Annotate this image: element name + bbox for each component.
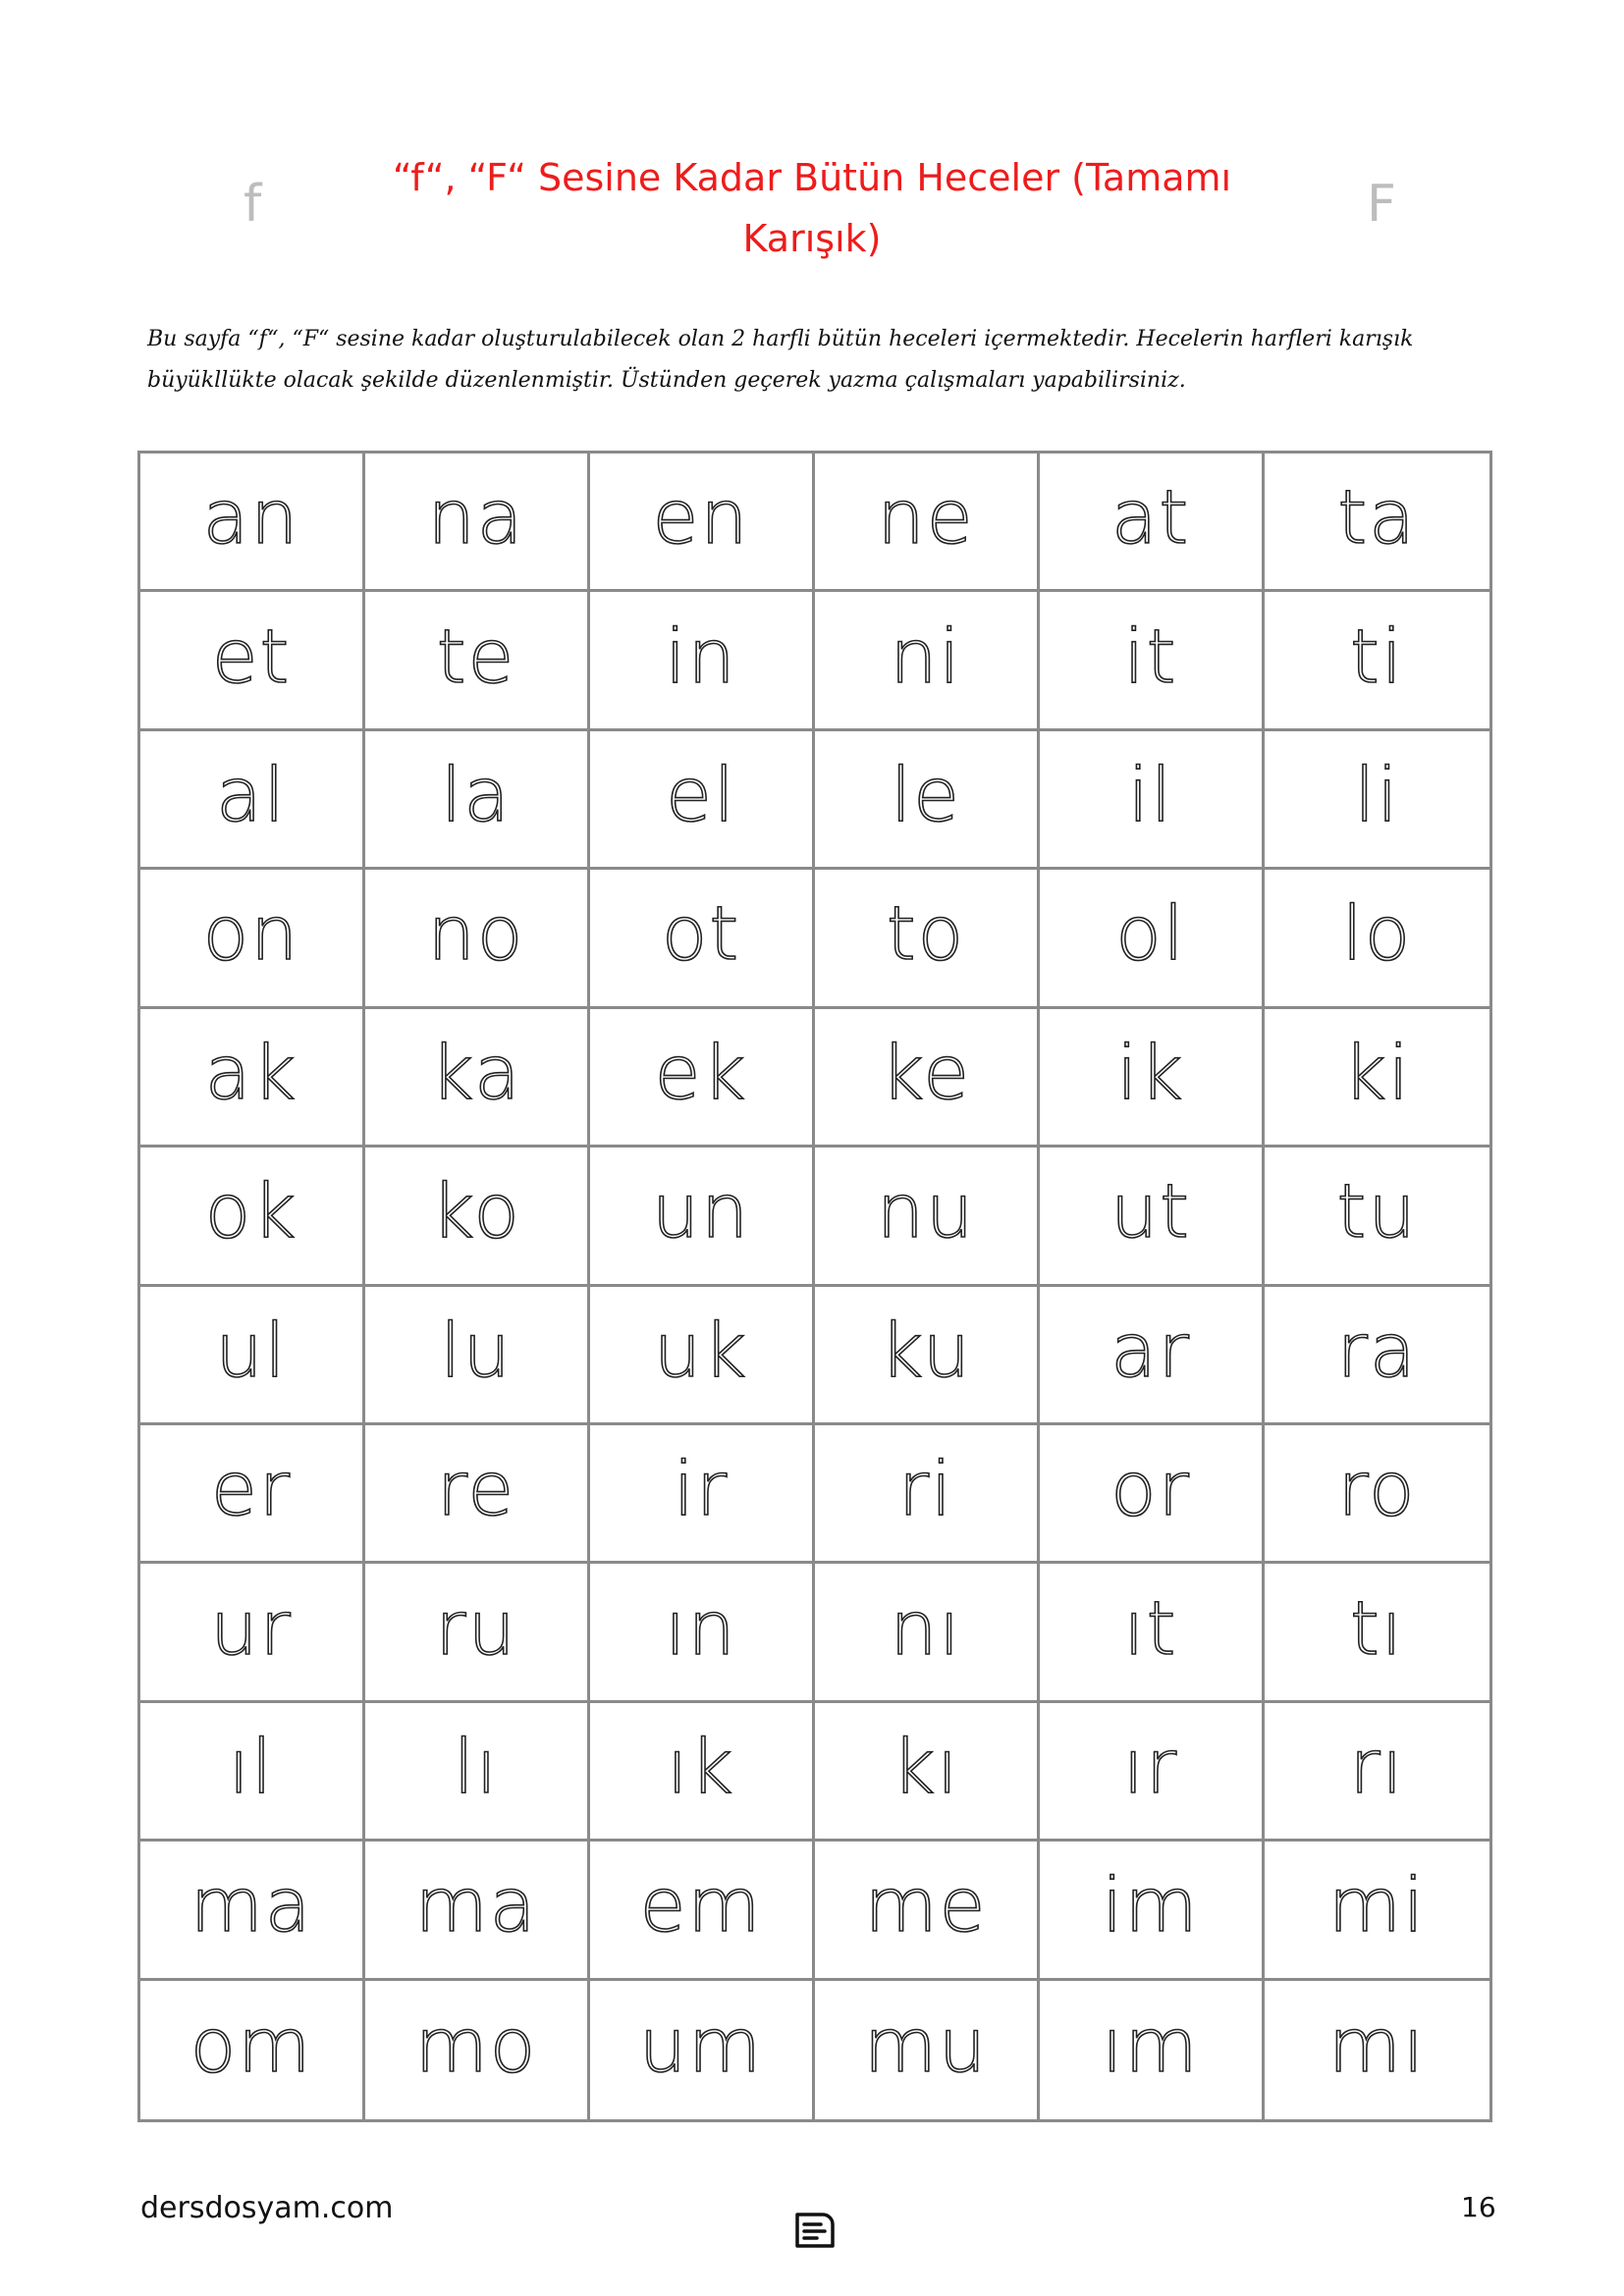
syllable-cell	[140, 870, 365, 1008]
syllable-cell	[140, 731, 365, 870]
syllable-cell	[1265, 1842, 1489, 1980]
syllable-trace-text: im	[1102, 1861, 1200, 1949]
syllable-trace-text: an	[202, 473, 300, 561]
syllable-trace-text: ım	[1102, 2002, 1200, 2090]
syllable-trace-text: ak	[204, 1028, 298, 1116]
guide-letter-uppercase: F	[1367, 175, 1396, 234]
syllable-cell	[815, 1009, 1040, 1148]
syllable-trace-text: ol	[1115, 889, 1186, 978]
syllable-trace-text: mi	[1327, 1861, 1427, 1949]
syllable-cell	[365, 870, 590, 1008]
syllable-trace-text: ın	[665, 1583, 737, 1672]
syllable-trace-text: ot	[661, 889, 741, 978]
syllable-cell	[365, 1009, 590, 1148]
syllable-trace-text: ut	[1110, 1167, 1191, 1255]
syllable-trace-text: me	[864, 1861, 988, 1949]
syllable-trace-text: et	[211, 612, 292, 700]
syllable-cell	[1265, 731, 1489, 870]
syllable-cell	[815, 1981, 1040, 2119]
syllable-cell	[140, 1287, 365, 1425]
syllable-trace-text: un	[651, 1167, 751, 1255]
syllable-cell	[140, 1703, 365, 1842]
syllable-trace-text: at	[1110, 473, 1191, 561]
syllable-trace-text: mı	[1327, 2002, 1427, 2090]
syllable-trace-text: el	[666, 751, 736, 839]
syllable-cell	[140, 1564, 365, 1702]
syllable-trace-text: li	[1354, 751, 1400, 839]
syllable-cell	[590, 1148, 815, 1286]
syllable-trace-text: mu	[863, 2002, 989, 2090]
syllable-cell	[590, 1287, 815, 1425]
syllable-trace-text: lu	[440, 1306, 513, 1394]
syllable-cell	[1265, 1703, 1489, 1842]
syllable-cell	[365, 731, 590, 870]
syllable-cell	[365, 1703, 590, 1842]
syllable-cell	[1040, 1148, 1265, 1286]
syllable-trace-text: ri	[897, 1445, 954, 1533]
syllable-trace-text: ır	[1122, 1722, 1179, 1810]
syllable-trace-text: al	[216, 751, 287, 839]
syllable-cell	[815, 1564, 1040, 1702]
syllable-trace-text: er	[210, 1445, 292, 1533]
syllable-trace-text: ka	[430, 1028, 522, 1116]
syllable-trace-text: nı	[890, 1583, 962, 1672]
syllable-cell	[365, 1287, 590, 1425]
syllable-cell	[1040, 1703, 1265, 1842]
syllable-trace-text: kı	[892, 1722, 960, 1810]
syllable-cell	[140, 1842, 365, 1980]
syllable-cell	[1040, 454, 1265, 592]
syllable-cell	[1265, 1981, 1489, 2119]
page-number: 16	[1461, 2191, 1496, 2223]
syllable-cell	[1265, 1148, 1489, 1286]
syllable-trace-text: ma	[414, 1861, 538, 1949]
syllable-trace-text: ro	[1337, 1445, 1417, 1533]
syllable-trace-text: uk	[653, 1306, 749, 1394]
syllable-cell	[815, 870, 1040, 1008]
document-lines-icon	[793, 2211, 837, 2250]
syllable-trace-text: en	[652, 473, 750, 561]
syllable-cell	[1040, 1425, 1265, 1564]
syllable-trace-text: it	[1123, 612, 1178, 700]
syllable-trace-text: tu	[1336, 1167, 1418, 1255]
syllable-cell	[815, 731, 1040, 870]
syllable-trace-text: ir	[673, 1445, 730, 1533]
syllable-cell	[365, 454, 590, 592]
syllable-trace-text: mo	[414, 2002, 538, 2090]
syllable-trace-text: ek	[654, 1028, 748, 1116]
syllable-cell	[815, 1842, 1040, 1980]
syllable-trace-text: ık	[667, 1722, 735, 1810]
syllable-trace-text: ko	[431, 1167, 521, 1255]
syllable-cell	[140, 1009, 365, 1148]
syllable-cell	[590, 731, 815, 870]
page-title	[373, 147, 1251, 269]
guide-letter-lowercase: f	[244, 175, 262, 234]
syllable-cell	[1265, 592, 1489, 730]
syllable-trace-text: to	[886, 889, 966, 978]
syllable-cell	[140, 454, 365, 592]
syllable-cell	[1265, 1287, 1489, 1425]
syllable-trace-text: ar	[1110, 1306, 1191, 1394]
syllable-cell	[365, 1148, 590, 1286]
syllable-trace-text: ke	[880, 1028, 972, 1116]
syllable-trace-text: te	[436, 612, 516, 700]
syllable-trace-text: lı	[453, 1722, 500, 1810]
syllable-cell	[365, 592, 590, 730]
syllable-trace-text: ru	[435, 1583, 517, 1672]
syllable-cell	[815, 454, 1040, 592]
syllable-trace-text: ok	[204, 1167, 298, 1255]
syllable-trace-text: la	[441, 751, 512, 839]
syllable-cell	[815, 1703, 1040, 1842]
syllable-trace-text: no	[427, 889, 525, 978]
syllable-cell	[1265, 1009, 1489, 1148]
syllable-trace-text: in	[665, 612, 737, 700]
page-description: Bu sayfa “f“, “F“ sesine kadar oluşturulabilecek olan 2 harfli bütün heceleri içermektedir. Hecelerin harfleri karışık büyükllükte olacak şekilde düzenlenmiştir. Üstünden geçerek yazma çalışmaları yapabilirsiniz.	[147, 327, 1414, 393]
syllable-trace-text: om	[189, 2002, 313, 2090]
syllable-trace-text: nu	[876, 1167, 976, 1255]
syllable-cell	[1040, 1564, 1265, 1702]
syllable-cell	[1265, 1425, 1489, 1564]
footer-site-name: dersdosyam.com	[140, 2191, 394, 2225]
syllable-trace-text: na	[427, 473, 525, 561]
syllable-trace-text: ik	[1116, 1028, 1185, 1116]
syllable-cell	[365, 1981, 590, 2119]
syllable-cell	[365, 1425, 590, 1564]
syllable-trace-text: il	[1127, 751, 1174, 839]
syllable-trace-text: ul	[215, 1306, 288, 1394]
syllable-cell	[590, 1564, 815, 1702]
syllable-cell	[590, 1425, 815, 1564]
page-title-line-2: Karışık)	[742, 217, 882, 260]
syllable-trace-text: lo	[1341, 889, 1413, 978]
syllable-trace-text: le	[891, 751, 961, 839]
syllable-cell	[1265, 870, 1489, 1008]
syllable-trace-text: um	[638, 2002, 764, 2090]
syllable-cell	[590, 592, 815, 730]
syllable-cell	[1040, 1842, 1265, 1980]
syllable-trace-text: ku	[880, 1306, 972, 1394]
syllable-cell	[365, 1564, 590, 1702]
syllable-cell	[140, 1148, 365, 1286]
syllable-trace-text: ma	[189, 1861, 313, 1949]
syllable-cell	[140, 1981, 365, 2119]
syllable-cell	[140, 592, 365, 730]
syllable-cell	[1265, 454, 1489, 592]
syllable-cell	[1040, 870, 1265, 1008]
syllable-cell	[1040, 1981, 1265, 2119]
syllable-cell	[590, 1703, 815, 1842]
syllable-cell	[1040, 592, 1265, 730]
syllable-trace-text: re	[436, 1445, 516, 1533]
syllable-cell	[815, 1148, 1040, 1286]
syllable-trace-text: on	[202, 889, 300, 978]
syllable-trace-text: tı	[1350, 1583, 1404, 1672]
syllable-cell	[1040, 1287, 1265, 1425]
syllable-cell	[140, 1425, 365, 1564]
syllable-cell	[590, 870, 815, 1008]
syllable-cell	[590, 1842, 815, 1980]
syllable-trace-text: rı	[1349, 1722, 1405, 1810]
syllable-cell	[365, 1842, 590, 1980]
syllable-cell	[1040, 731, 1265, 870]
syllable-trace-text: ti	[1350, 612, 1404, 700]
syllable-trace-text: ki	[1342, 1028, 1412, 1116]
syllable-cell	[590, 1981, 815, 2119]
page-title-line-1: “f“, “F“ Sesine Kadar Bütün Heceler (Tamamı	[392, 156, 1232, 199]
syllable-cell	[590, 454, 815, 592]
syllable-trace-text: ta	[1337, 473, 1417, 561]
syllable-trace-text: ıl	[228, 1722, 275, 1810]
syllable-cell	[815, 1287, 1040, 1425]
syllable-cell	[815, 592, 1040, 730]
syllable-trace-text: ne	[877, 473, 975, 561]
syllable-trace-text: ra	[1336, 1306, 1418, 1394]
syllable-trace-text: ur	[210, 1583, 293, 1672]
syllable-cell	[1040, 1009, 1265, 1148]
syllable-trace-text: ıt	[1123, 1583, 1178, 1672]
syllable-table	[137, 451, 1492, 2122]
syllable-cell	[1265, 1564, 1489, 1702]
syllable-trace-text: em	[639, 1861, 763, 1949]
syllable-trace-text: ni	[890, 612, 962, 700]
syllable-cell	[590, 1009, 815, 1148]
syllable-trace-text: or	[1110, 1445, 1191, 1533]
syllable-cell	[815, 1425, 1040, 1564]
